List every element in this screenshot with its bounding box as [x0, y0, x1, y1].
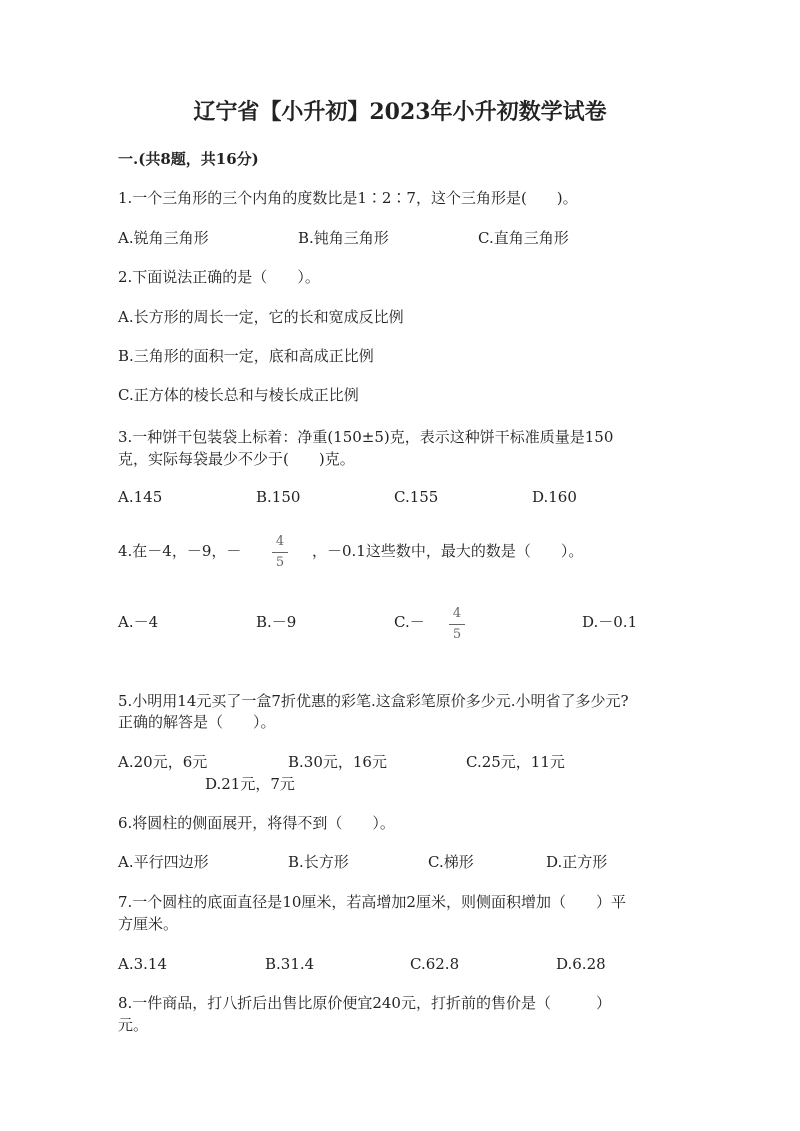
question-1-stem: 1.一个三角形的三个内角的度数比是1∶2∶7，这个三角形是( )。 — [118, 189, 578, 207]
exam-title: 辽宁省【小升初】2023年小升初数学试卷 — [193, 99, 607, 125]
q7-option-c: C.62.8 — [410, 955, 460, 973]
q3-option-c: C.155 — [394, 488, 439, 506]
q3-option-b: B.150 — [256, 488, 301, 506]
q1-option-a: A.锐角三角形 — [118, 229, 209, 247]
fraction-denominator: 5 — [452, 627, 462, 642]
q7-option-a: A.3.14 — [118, 955, 167, 973]
q5-option-c: C.25元，11元 — [466, 753, 565, 771]
section-heading: 一.(共8题，共16分) — [118, 150, 259, 168]
fraction-denominator: 5 — [275, 555, 285, 570]
question-5-stem-line-1: 5.小明用14元买了一盒7折优惠的彩笔.这盒彩笔原价多少元.小明省了多少元? — [118, 692, 629, 710]
question-5-stem-line-2: 正确的解答是（ ）。 — [118, 713, 276, 731]
question-8-stem-line-2: 元。 — [118, 1016, 149, 1034]
q3-option-a: A.145 — [118, 488, 163, 506]
q1-option-c: C.直角三角形 — [478, 229, 569, 247]
q4-option-b: B.－9 — [256, 613, 297, 631]
fraction-bar — [449, 624, 465, 625]
option-c-fraction — [449, 607, 465, 642]
question-7-stem-line-2: 方厘米。 — [118, 915, 179, 933]
question-7-stem-line-1: 7.一个圆柱的底面直径是10厘米，若高增加2厘米，则侧面积增加（ ）平 — [118, 893, 626, 911]
q6-option-c: C.梯形 — [428, 853, 474, 871]
fraction-numerator: 4 — [275, 534, 285, 549]
q7-option-b: B.31.4 — [265, 955, 315, 973]
q6-option-b: B.长方形 — [288, 853, 349, 871]
q5-option-b: B.30元，16元 — [288, 753, 387, 771]
question-8-stem-line-1: 8.一件商品，打八折后出售比原价便宜240元，打折前的售价是（ ） — [118, 994, 611, 1012]
q5-option-d: D.21元，7元 — [205, 775, 295, 793]
q2-option-a: A.长方形的周长一定，它的长和宽成反比例 — [118, 308, 404, 326]
fraction-four-fifths — [272, 535, 288, 570]
q6-option-a: A.平行四边形 — [118, 853, 209, 871]
question-4-stem-start: 4.在－4，－9，－ — [118, 542, 242, 560]
question-6-stem: 6.将圆柱的侧面展开，将得不到（ ）。 — [118, 814, 395, 832]
question-3-stem-line-2: 克，实际每袋最少不少于( )克。 — [118, 450, 355, 468]
q7-option-d: D.6.28 — [556, 955, 606, 973]
q4-option-c: C.－ — [394, 613, 425, 631]
q2-option-b: B.三角形的面积一定，底和高成正比例 — [118, 347, 374, 365]
q3-option-d: D.160 — [532, 488, 577, 506]
q4-option-a: A.－4 — [118, 613, 159, 631]
question-4-stem-end: ，－0.1这些数中，最大的数是（ ）。 — [312, 542, 584, 560]
question-2-stem: 2.下面说法正确的是（ ）。 — [118, 268, 320, 286]
q4-option-d: D.－0.1 — [582, 613, 638, 631]
q6-option-d: D.正方形 — [546, 853, 608, 871]
q2-option-c: C.正方体的棱长总和与棱长成正比例 — [118, 386, 359, 404]
fraction-bar — [272, 552, 288, 553]
q1-option-b: B.钝角三角形 — [298, 229, 389, 247]
fraction-numerator: 4 — [452, 606, 462, 621]
q5-option-a: A.20元，6元 — [118, 753, 208, 771]
question-3-stem-line-1: 3.一种饼干包装袋上标着：净重(150±5)克，表示这种饼干标准质量是150 — [118, 428, 614, 446]
